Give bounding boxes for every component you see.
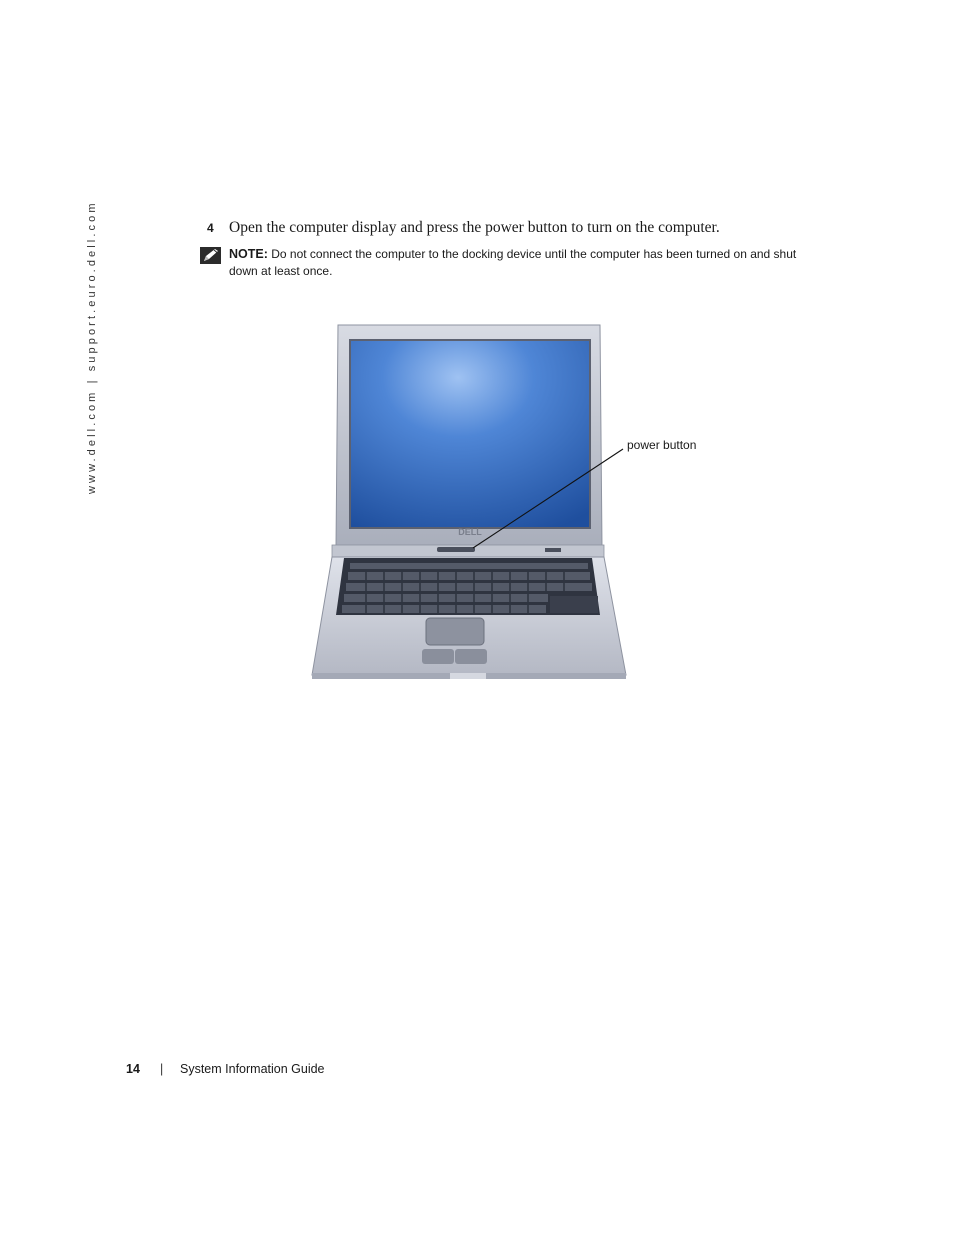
- step-number: 4: [207, 221, 214, 235]
- footer-title: System Information Guide: [180, 1062, 325, 1076]
- sidebar-url: www.dell.com | support.euro.dell.com: [86, 200, 98, 494]
- footer-separator: |: [160, 1062, 164, 1076]
- note-label: NOTE:: [229, 247, 268, 261]
- note-block: [200, 246, 800, 280]
- power-button-callout: power button: [627, 438, 697, 452]
- laptop-figure: [300, 315, 720, 695]
- step-4: [207, 218, 827, 238]
- step-text: Open the computer display and press the power button to turn on the computer.: [229, 219, 720, 236]
- laptop-illustration-icon: [300, 315, 720, 695]
- page-footer: [126, 1062, 325, 1076]
- pencil-icon: [200, 247, 221, 264]
- dell-logo-icon: DELL: [458, 527, 482, 537]
- note-body: [229, 246, 800, 280]
- note-text: Do not connect the computer to the docking device until the computer has been turned on and shut down at least once.: [229, 247, 797, 278]
- page-number: 14: [126, 1062, 140, 1076]
